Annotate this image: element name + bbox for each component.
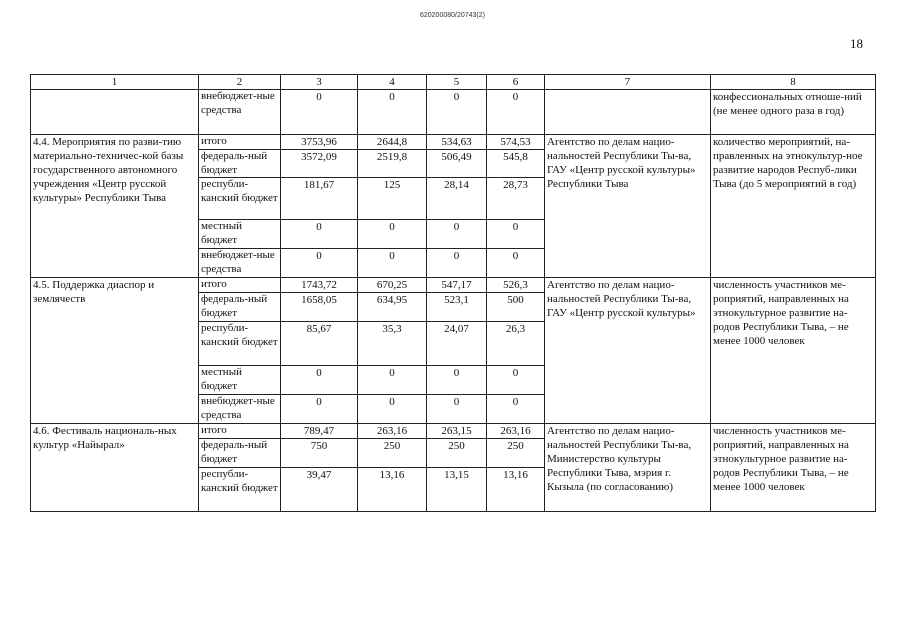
value-year-1: 263,16 [358,424,427,439]
value-year-1: 634,95 [358,293,427,322]
value-year-1: 2519,8 [358,150,427,178]
value-year-3: 250 [487,439,545,468]
indicator: количество мероприятий, на-правленных на этнокультур-ное развитие народов Респуб-лики Тыва (до 5 мероприятий в год) [711,135,876,278]
funding-source: итого [199,424,281,439]
column-header: 4 [358,75,427,90]
value-year-1: 0 [358,90,427,135]
value-total: 1743,72 [281,278,358,293]
activity-name: 4.6. Фестиваль националь-ных культур «Найырал» [31,424,199,512]
value-total: 0 [281,90,358,135]
value-year-3: 574,53 [487,135,545,150]
document-code: 620200080/20743(2) [419,12,485,19]
executor-cell [545,90,711,135]
value-year-2: 28,14 [427,178,487,220]
value-year-1: 13,16 [358,468,427,512]
table-row [31,424,876,439]
value-year-3: 26,3 [487,322,545,366]
funding-source: республи-канский бюджет [199,468,281,512]
indicator: численность участников ме-роприятий, направленных на этнокультурное развитие на-родов Республики Тыва, – не менее 1000 человек [711,278,876,424]
funding-source: федераль-ный бюджет [199,293,281,322]
column-header: 6 [487,75,545,90]
column-header: 5 [427,75,487,90]
value-year-3: 526,3 [487,278,545,293]
value-total: 750 [281,439,358,468]
value-total: 3753,96 [281,135,358,150]
value-year-3: 28,73 [487,178,545,220]
value-year-3: 500 [487,293,545,322]
value-year-1: 125 [358,178,427,220]
value-year-1: 670,25 [358,278,427,293]
funding-source: федераль-ный бюджет [199,439,281,468]
funding-source: итого [199,135,281,150]
funding-source: внебюджет-ные средства [199,395,281,424]
activity-name: 4.4. Мероприятия по разви-тию материально-техничес-кой базы государственного автономного учреждения «Центр русской культуры» Республики Тыва [31,135,199,278]
value-year-2: 547,17 [427,278,487,293]
page-number: 18 [850,36,863,51]
column-header: 3 [281,75,358,90]
value-total: 0 [281,366,358,395]
executor: Агентство по делам нацио-нальностей Республики Ты-ва, Министерство культуры Республики Тыва, мэрия г. Кызыла (по согласованию) [545,424,711,512]
indicator: численность участников ме-роприятий, направленных на этнокультурное развитие на-родов Республики Тыва, – не менее 1000 человек [711,424,876,512]
funding-source: местный бюджет [199,366,281,395]
table-row [31,278,876,293]
value-year-3: 0 [487,249,545,278]
value-year-1: 35,3 [358,322,427,366]
column-header: 7 [545,75,711,90]
value-year-1: 0 [358,366,427,395]
value-year-1: 0 [358,220,427,249]
executor: Агентство по делам нацио-нальностей Республики Ты-ва, ГАУ «Центр русской культуры» [545,278,711,424]
column-header: 2 [199,75,281,90]
table-row [31,90,876,135]
table-row [31,135,876,150]
value-year-3: 0 [487,90,545,135]
value-year-2: 0 [427,249,487,278]
value-year-2: 0 [427,366,487,395]
funding-source: внебюджет-ные средства [199,90,281,135]
value-year-3: 263,16 [487,424,545,439]
value-year-3: 0 [487,366,545,395]
value-year-1: 0 [358,395,427,424]
funding-source: республи-канский бюджет [199,178,281,220]
executor: Агентство по делам нацио-нальностей Республики Ты-ва, ГАУ «Центр русской культуры» Республики Тыва [545,135,711,278]
value-year-3: 0 [487,395,545,424]
value-year-2: 0 [427,220,487,249]
activity-name-cell [31,90,199,135]
funding-source: федераль-ный бюджет [199,150,281,178]
value-year-3: 0 [487,220,545,249]
value-total: 85,67 [281,322,358,366]
program-table [30,74,876,512]
value-year-1: 250 [358,439,427,468]
value-total: 181,67 [281,178,358,220]
value-year-2: 263,15 [427,424,487,439]
value-year-2: 523,1 [427,293,487,322]
column-header: 1 [31,75,199,90]
value-year-1: 2644,8 [358,135,427,150]
funding-source: местный бюджет [199,220,281,249]
value-year-3: 13,16 [487,468,545,512]
value-year-1: 0 [358,249,427,278]
value-year-3: 545,8 [487,150,545,178]
value-total: 0 [281,249,358,278]
value-total: 0 [281,220,358,249]
column-header: 8 [711,75,876,90]
activity-name: 4.5. Поддержка диаспор и землячеств [31,278,199,424]
value-year-2: 250 [427,439,487,468]
value-year-2: 13,15 [427,468,487,512]
value-total: 3572,09 [281,150,358,178]
value-year-2: 24,07 [427,322,487,366]
funding-source: итого [199,278,281,293]
header-row [31,75,876,90]
funding-source: республи-канский бюджет [199,322,281,366]
value-total: 789,47 [281,424,358,439]
funding-source: внебюджет-ные средства [199,249,281,278]
indicator-cell: конфессиональных отноше-ний (не менее одного раза в год) [711,90,876,135]
value-year-2: 534,63 [427,135,487,150]
value-total: 39,47 [281,468,358,512]
value-year-2: 0 [427,90,487,135]
value-year-2: 506,49 [427,150,487,178]
value-total: 1658,05 [281,293,358,322]
value-total: 0 [281,395,358,424]
value-year-2: 0 [427,395,487,424]
